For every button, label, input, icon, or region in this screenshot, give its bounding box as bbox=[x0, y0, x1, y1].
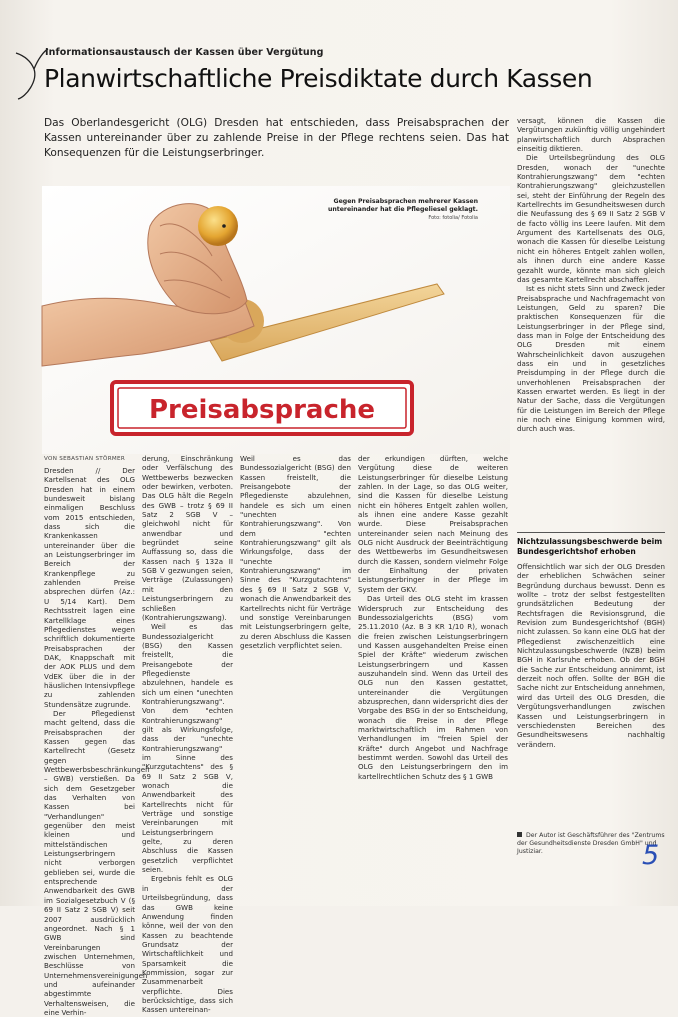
paragraph: Die Urteilsbegründung des OLG Dresden, wonach der "unechte Kontrahierungszwang" dem "echten Kontrahierungszwang" gleichzustellen sei, steht der Einführung der Regeln des Kartellrechts im Gesundheitswesen durch die Neufassung des § 69 II Satz 2 SGB V de facto völlig ins Leere laufen. Mit dem Argument des Kartellsenats des OLG, wonach die Kassen für dieselbe Leistung nicht ein höheres Entgelt zahlen wollen, als ihnen durch eine andere Kasse gezahlt wurde, könnte man sich gleich das gesamte Kartellrecht abschaffen. bbox=[517, 153, 665, 284]
article-column-2 bbox=[142, 454, 233, 1015]
paragraph: Ergebnis fehlt es OLG in der Urteilsbegründung, dass das GWB keine Anwendung finden könne, weil der von den Kassen zu beachtende Grundsatz der Wirtschaftlichkeit und Sparsamkeit die Kommission, sogar zur Zusammenarbeit verpflichte. Dies berücksichtige, dass sich Kassen untereinan- bbox=[142, 874, 233, 1015]
intro-paragraph: Das Oberlandesgericht (OLG) Dresden hat entschieden, dass Preisabsprachen der Kassen untereinander über zu zahlende Preise in der Pflege rechtens seien. Das hat Konsequenzen für die Leistungserbringer. bbox=[44, 117, 509, 159]
section-subhead: Nichtzulassungsbeschwerde beim Bundesgerichtshof erhoben bbox=[517, 537, 663, 556]
paragraph: derung, Einschränkung oder Verfälschung des Wettbewerbs bezwecken oder bewirken, verboten. Das OLG hält die Regeln des GWB – trotz § 69 II Satz 2 SGB V – gleichwohl nicht für anwendbar und begründet seine Auffassung so, dass die Kassen nach § 132a II SGB V gezwungen seien, Verträge (Zulassungen) mit den Leistungserbringern zu schließen (Kontrahierungszwang). bbox=[142, 454, 233, 622]
paragraph: Ist es nicht stets Sinn und Zweck jeder Preisabsprache und Nachfragemacht von Leistungen, Geld zu sparen? Die praktischen Konsequenzen für die Leistungserbringer in der Pflege sind, dass man in Folge der Entscheidung des OLG Dresden mit einem Wahrscheinlichkeit davon auszugehen dass ein und in gesetzliches Preisdumping in der Pflege durch die unverhohlenen Preisabsprachen der Kassen erwartet werden. Es liegt in der Natur der Sache, dass die Vergütungen für die Leistungen im Bereich der Pflege nie noch eine Einigung kommen wird, durch auch was. bbox=[517, 284, 665, 434]
author-note-text: Der Autor ist Geschäftsführer des "Zentrums der Gesundheitsdienste Dresden GmbH" und Justiziar. bbox=[517, 832, 665, 855]
paragraph: Weil es das Bundessozialgericht (BSG) den Kassen freistellt, die Preisangebote der Pflegedienste abzulehnen, handele es sich um einen "unechten Kontrahierungszwang". Von dem "echten Kontrahierungszwang" gilt als Wirkungsfolge, dass der "unechte Kontrahierungszwang" im Sinne des "Kurzgutachtens" des § 69 II Satz 2 SGB V, wonach die Anwendbarkeit des Kartellrechts nicht für Verträge und sonstige Vereinbarungen mit Leistungserbringern gelte, zu deren Abschluss die Kassen gesetzlich verpflichtet seien. bbox=[240, 454, 351, 650]
article-column-2b bbox=[240, 454, 351, 881]
paragraph: Dresden // Der Kartellsenat des OLG Dresden hat in einem bundesweit bislang einmaligen Beschluss vom 2015 entschieden, dass sich die Krankenkassen untereinander über die an Leistungserbringer im Bereich der Krankenpflege zu zahlenden Preise absprechen dürfen (Az.: U 5/14 Kart). Dem Rechtsstreit lagen eine Kartellklage eines Pflegedienstes wegen schriftlich dokumentierte Preisabsprachen der DAK, Knappschaft mit der AOK PLUS und dem VdEK über die in der häuslichen Intensivpflege zu zahlenden Stundensätze zugrunde. bbox=[44, 466, 135, 709]
photo-credit: Foto: fotolia/ Fotolia bbox=[428, 215, 478, 221]
byline: VON SEBASTIAN STÖRMER bbox=[44, 456, 126, 462]
article-column-4 bbox=[517, 116, 665, 526]
article-photo bbox=[42, 186, 510, 454]
paragraph: Der Pflegedienst macht geltend, dass die Preisabsprachen der Kassen gegen das Kartellrecht (Gesetz gegen Wettbewerbsbeschränkungen – GWB) verstießen. Da sich dem Gesetzgeber das Verhalten von Kassen bei "Verhandlungen" gegenüber den meist kleinen und mittelständischen Leistungserbringern nicht verborgen geblieben sei, wurde die entsprechende Anwendbarkeit des GWB im Sozialgesetzbuch V (§ 69 II Satz 2 SGB V) seit 2007 ausdrücklich angeordnet. Nach § 1 GWB sind Vereinbarungen zwischen Unternehmen, Beschlüsse von Unternehmensvereinigungen und aufeinander abgestimmte Verhaltensweisen, die eine Verhin- bbox=[44, 708, 150, 1017]
paragraph: Offensichtlich war sich der OLG Dresden der erheblichen Schwächen seiner Begründung durchaus bewusst. Denn es wollte – trotz der selbst festgestellten grundsätzlichen Bedeutung der Rechtsfragen die Revisionsgrund, die Revision zum Bundesgerichtshof (BGH) nicht zulassen. So kann eine OLG hat der Pflegedienst zwischenzeitlich eine Nichtzulassungsbeschwerde (NZB) beim BGH in Karlsruhe erhoben. Ob der BGH die Sache zur Entscheidung annimmt, ist derzeit noch offen. Sollte der BGH die Sache nicht zur Entscheidung annehmen, wird das Urteil des OLG Dresden, die Vergütungsverhandlungen zwischen Kassen und Leistungserbringern in verschiedensten Bereichen des Gesundheitswesens nachhaltig verändern. bbox=[517, 562, 665, 749]
article-column-1 bbox=[44, 466, 150, 1017]
bullet-square-icon bbox=[517, 832, 522, 837]
page-number: 5 bbox=[642, 840, 660, 871]
paragraph: der erkundigen dürften, welche Vergütung diese de weiteren Leistungserbringer für dieselbe Leistung zahlen. In der Lage, so das OLG weiter, sind die Kassen für dieselbe Leistung nicht ein höheres Entgelt zahlen wollen, als ihnen eine andere Kasse gezahlt wurde. Diese Preisabsprachen untereinander seien nach Meinung des OLG nicht Ausdruck der Beeinträchtigung des Wettbewerbs im Gesundheitswesen durch die Kassen, sondern vielmehr Folge der Einhaltung der privaten Leistungserbringer in der Pflege im System der GKV. bbox=[358, 454, 508, 594]
paragraph: Das Urteil des OLG steht im krassen Widerspruch zur Entscheidung des Bundessozialgerichts (BSG) vom 25.11.2010 (Az. B 3 KR 1/10 R), wonach die freien zwischen Leistungserbringern und Kassen ausgehandelten Preise einen Spiel der Kräfte" wiederum zwischen Leistungserbringern und Kassen auszuhandeln sind. Wenn das Urteil des OLG nun den Kassen gestattet, untereinander die Vergütungen abzusprechen, dann widerspricht dies der Vorgabe des BSG in der so Entscheidung, wonach die Preise in der Pflege marktwirtschaftlich im Rahmen von Verhandlungen im "freien Spiel der Kräfte" durch Angebot und Nachfrage bestimmt werden. Sowohl das Urteil des OLG den Leistungserbringern den im kartellrechtlichen Schutz des § 1 GWB bbox=[358, 594, 508, 781]
kicker: Informationsaustausch der Kassen über Vergütung bbox=[45, 47, 324, 58]
article-column-5 bbox=[517, 562, 665, 826]
paragraph: Weil es das Bundessozialgericht (BSG) den Kassen freistellt, die Preisangebote der Pflegedienste abzulehnen, handele es sich um einen "unechten Kontrahierungszwang". Von dem "echten Kontrahierungszwang" gilt als Wirkungsfolge, dass der "unechte Kontrahierungszwang" im Sinne des "Kurzgutachtens" des § 69 II Satz 2 SGB V, wonach die Anwendbarkeit des Kartellrechts nicht für Verträge und sonstige Vereinbarungen mit Leistungserbringern gelte, zu deren Abschluss die Kassen gesetzlich verpflichtet seien. bbox=[142, 622, 233, 875]
stamp-text: Preisabsprache bbox=[148, 395, 376, 425]
caption-text: Gegen Preisabsprachen mehrerer Kassen untereinander hat die Pflegeliesel geklagt. bbox=[327, 198, 478, 213]
page-title: Planwirtschaftliche Preisdiktate durch Kassen bbox=[44, 64, 593, 93]
article-column-3 bbox=[358, 454, 508, 881]
paragraph: versagt, können die Kassen die Vergütungen zukünftig völlig ungehindert planwirtschaftlich durch Absprachen einseitig diktieren. bbox=[517, 116, 665, 154]
stamp-illustration bbox=[42, 186, 510, 454]
photo-caption bbox=[318, 198, 478, 222]
section-rule bbox=[517, 532, 665, 533]
